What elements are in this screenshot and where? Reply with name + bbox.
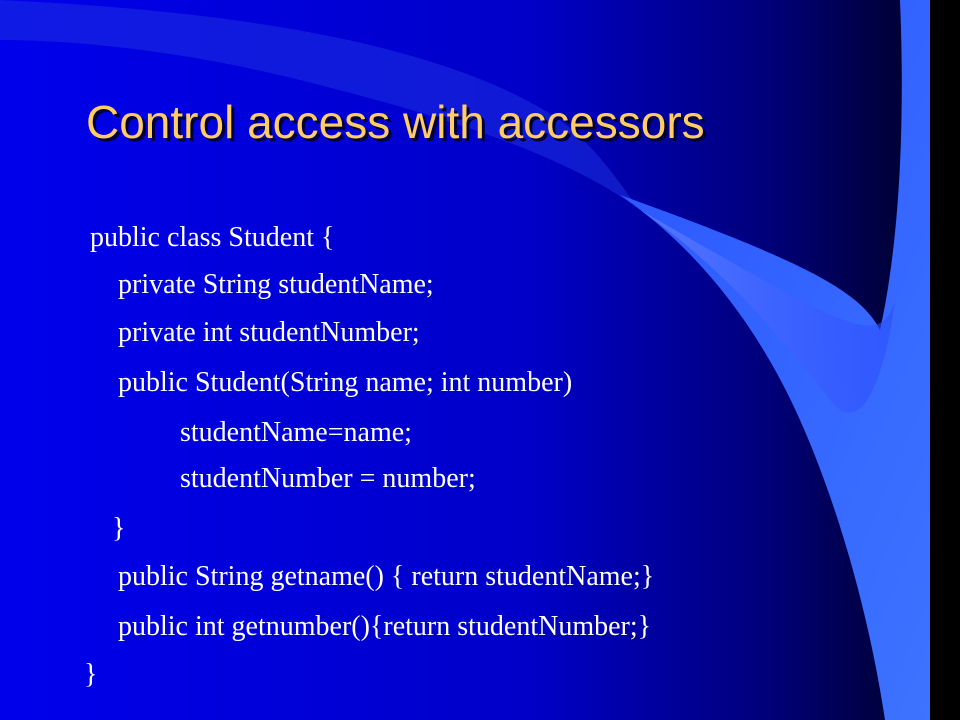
- slide-title: Control access with accessors: [86, 96, 705, 148]
- code-line-5: studentName=name;: [180, 417, 412, 448]
- code-line-3: private int studentNumber;: [118, 317, 420, 348]
- code-line-6: studentNumber = number;: [180, 463, 476, 494]
- code-line-4: public Student(String name; int number): [118, 367, 573, 398]
- code-line-9: public int getnumber(){return studentNumber;}: [118, 611, 652, 642]
- code-line-1: public class Student {: [90, 222, 335, 253]
- code-line-2: private String studentName;: [118, 269, 434, 300]
- code-line-8: public String getname() { return studentName;}: [118, 561, 655, 592]
- code-line-7: }: [112, 513, 126, 544]
- code-line-10: }: [84, 659, 98, 690]
